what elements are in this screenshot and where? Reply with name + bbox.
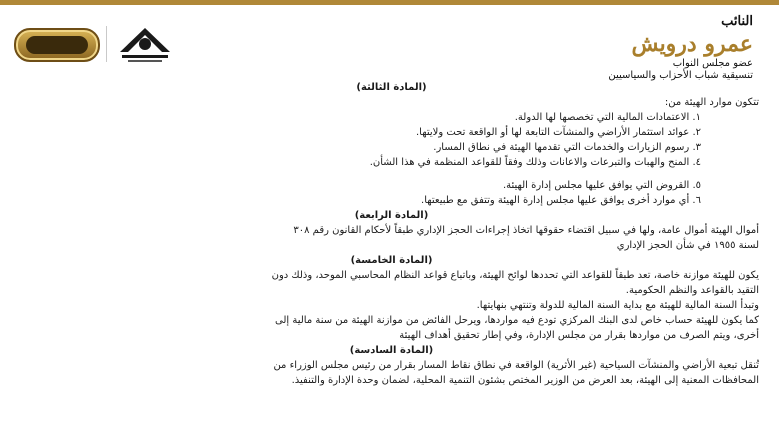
article-5-line: وتبدأ السنة المالية للهيئة مع بداية السنة المالية للدولة وتنتهي بنهايتها. [476, 300, 759, 311]
article-4-line: أموال الهيئة أموال عامة، ولها في سبيل اقتضاء حقوقها اتخاذ إجراءات الحجز الإداري طبقاً لأحكام القانون رقم ٣٠٨ [293, 225, 759, 236]
article-3-item: ٤. المنح والهبات والتبرعات والاعانات وذلك وفقاً للقواعد المنظمة في هذا الشأن. [369, 157, 701, 168]
article-4-heading: (المادة الرابعة) [354, 210, 429, 221]
article-3-item: ٣. رسوم الزيارات والخدمات التي تقدمها الهيئة في نطاق المسار. [433, 142, 701, 153]
article-3-item: ٥. القروض التي يوافق عليها مجلس إدارة الهيئة. [502, 180, 701, 191]
document-body [24, 80, 759, 388]
header-subtitle-coordination: تنسيقية شباب الأحزاب والسياسيين [608, 70, 753, 81]
parliament-logo-inner [26, 36, 88, 54]
logo-divider [106, 26, 107, 62]
article-5-line: أخرى، ويتم الصرف من مواردها بقرار من مجلس الإدارة، وفي إطار تحقيق أهداف الهيئة [399, 330, 759, 341]
article-6-heading: (المادة السادسة) [349, 345, 434, 356]
article-3-item: ١. الاعتمادات المالية التي تخصصها لها الدولة. [514, 112, 701, 123]
article-5-line: التقيد بالقواعد والنظم الحكومية. [625, 285, 759, 296]
coordination-emblem-icon [114, 22, 176, 66]
spacer [24, 170, 759, 178]
article-5-heading: (المادة الخامسة) [350, 255, 433, 266]
page-header [608, 14, 753, 82]
header-role: النائب [721, 14, 753, 29]
article-3-item: ٦. أي موارد أخرى يوافق عليها مجلس إدارة الهيئة وتتفق مع طبيعتها. [421, 195, 701, 206]
article-4-line: لسنة ١٩٥٥ في شأن الحجز الإداري [616, 240, 759, 251]
article-3-item: ٢. عوائد استثمار الأراضي والمنشآت التابعة لها أو الواقعة تحت ولايتها. [415, 127, 701, 138]
header-name: عمرو درويش [631, 31, 753, 57]
article-3-intro: تتكون موارد الهيئة من: [664, 97, 759, 108]
article-6-line: تُنقل تبعية الأراضي والمنشآت السياحية (غير الأثرية) الواقعة في نطاق نقاط المسار بقرار من رئيس مجلس الوزراء من [273, 360, 759, 371]
top-accent-bar [0, 0, 779, 5]
article-5-line: يكون للهيئة موازنة خاصة، تعد طبقاً للقواعد التي تحددها لوائح الهيئة، وباتباع قواعد النظام المحاسبي الموحد، وذلك دون [271, 270, 759, 281]
article-6-line: المحافظات المعنية إلى الهيئة، بعد العرض من الوزير المختص بشئون التنمية المحلية، لضمان وحدة الإدارة والتنفيذ. [291, 375, 759, 386]
parliament-logo [14, 28, 100, 62]
article-3-heading: (المادة الثالثة) [356, 82, 427, 93]
article-5-line: كما يكون للهيئة حساب خاص لدى البنك المركزي تودع فيه مواردها، ويرحل الفائض من موازنة الهيئة من سنة مالية إلى [275, 315, 759, 326]
header-subtitle-parliament: عضو مجلس النواب [672, 58, 753, 69]
